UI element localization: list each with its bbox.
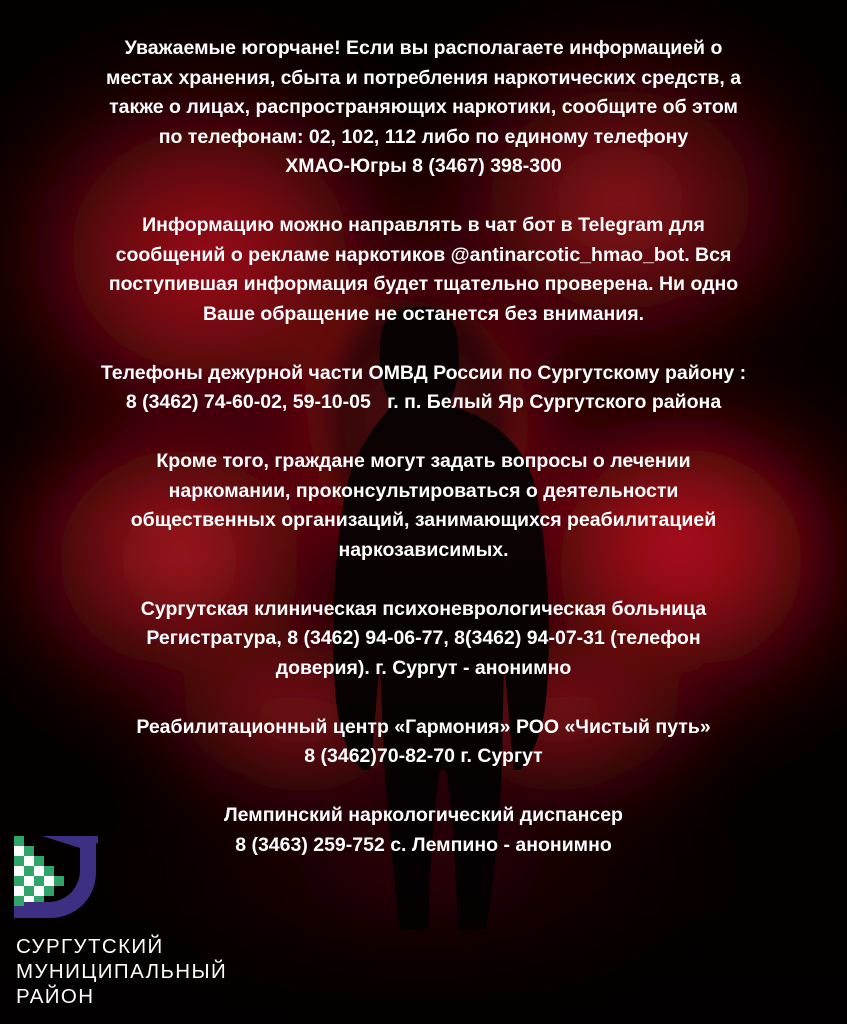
text-line: общественных организаций, занимающихся реабилитацией — [130, 509, 717, 531]
text-line: также о лицах, распространяющих наркотики, сообщите об этом — [109, 96, 738, 118]
paragraph-telegram-bot — [0, 211, 847, 329]
text-line: Сургутская клиническая психоневрологическая больница — [140, 597, 707, 620]
paragraph-rehabilitation-center — [0, 713, 847, 772]
text-line: 8 (3462) 74-60-02, 59-10-05 г. п. Белый Яр Сургутского района — [125, 391, 722, 413]
text-line: доверия). г. Сургут - анонимно — [275, 656, 572, 679]
text-line: ХМАО-Югры 8 (3467) 398-300 — [285, 155, 562, 177]
text-line: Информацию можно направлять в чат бот в Telegram для — [142, 214, 705, 236]
surgut-district-logo — [14, 836, 274, 1016]
text-line: Ваше обращение не останется без внимания. — [202, 302, 645, 325]
logo-caption-line: МУНИЦИПАЛЬНЫЙ — [16, 960, 228, 983]
text-line: Уважаемые югорчане! Если вы располагаете информацией о — [124, 37, 723, 59]
paragraph-hotline-appeal — [0, 34, 847, 182]
text-line: местах хранения, сбыта и потребления наркотических средств, а — [105, 66, 742, 89]
paragraph-psychoneurological-hospital — [0, 595, 847, 684]
logo-caption-line: РАЙОН — [16, 985, 95, 1008]
text-line: по телефонам: 02, 102, 112 либо по единому телефону — [158, 125, 689, 148]
text-line: наркозависимых. — [338, 538, 509, 561]
text-line: Регистратура, 8 (3462) 94-06-77, 8(3462) 94-07-31 (телефон — [146, 627, 701, 649]
text-line: поступившая информация будет тщательно проверена. Ни одно — [108, 273, 739, 295]
logo-caption — [16, 934, 227, 1009]
text-line: Лемпинский наркологический диспансер — [224, 804, 623, 826]
text-line: наркомании, проконсультироваться о деятельности — [168, 479, 679, 502]
paragraph-police-duty-phones — [0, 359, 847, 418]
text-line: сообщений о рекламе наркотиков @antinarcotic_hmao_bot. Вся — [115, 243, 732, 266]
text-line: Кроме того, граждане могут задать вопросы о лечении — [156, 450, 691, 472]
surgut-district-emblem-icon — [14, 836, 100, 922]
text-line: Телефоны дежурной части ОМВД России по Сургутскому району : — [100, 361, 747, 384]
text-line: Реабилитационный центр «Гармония» РОО «Чистый путь» — [136, 715, 711, 738]
logo-caption-line: СУРГУТСКИЙ — [16, 935, 164, 958]
text-line: 8 (3462)70-82-70 г. Сургут — [304, 745, 543, 767]
paragraph-treatment-questions — [0, 447, 847, 565]
text-line: 8 (3463) 259-752 с. Лемпино - анонимно — [235, 833, 612, 856]
announcement-text — [0, 34, 847, 890]
